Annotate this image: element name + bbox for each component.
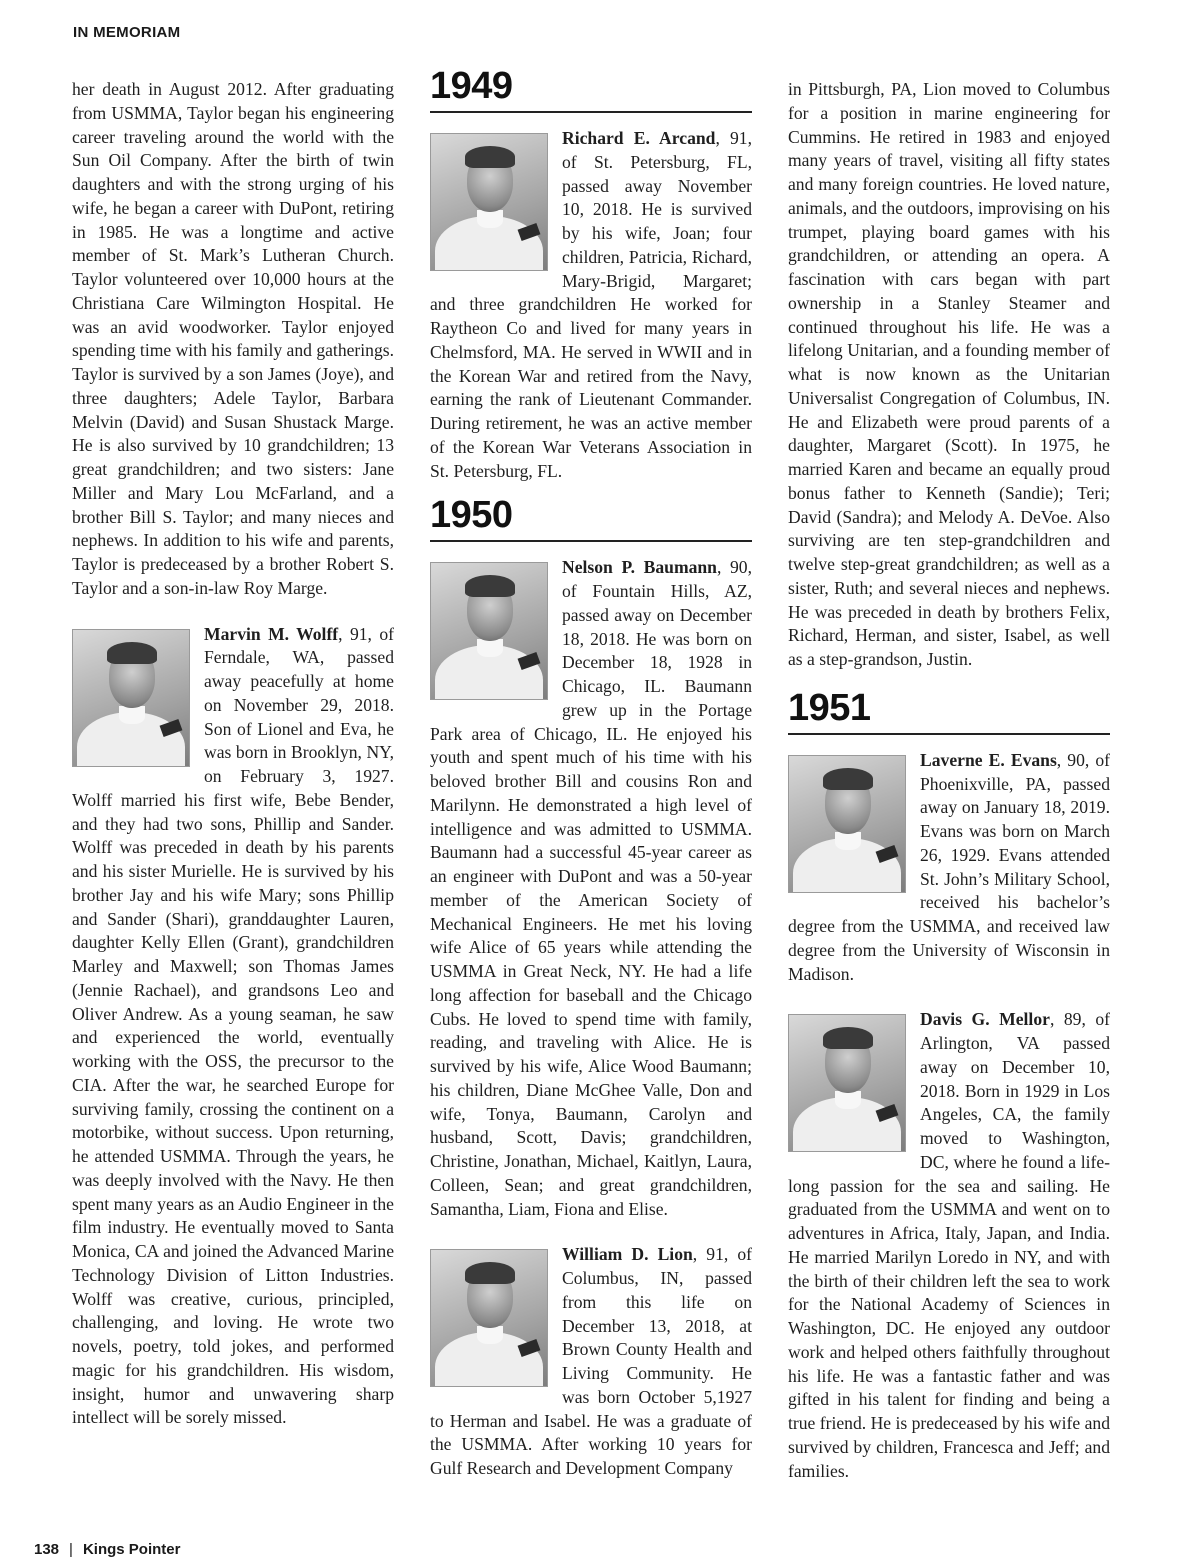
column-1: [72, 78, 394, 1430]
obituary-mellor: [788, 1008, 1110, 1483]
obituary-name: Laverne E. Evans: [920, 749, 1057, 770]
obituary-text: , 91, of Columbus, IN, passed from this life on December 13, 2018, at Brown County Health and Living Community. He was born October 5,1927 to Herman and Isabel. He was a graduate of the USMMA. After working 10 years for Gulf Research and Development Company: [430, 1244, 753, 1478]
footer-separator: |: [69, 1541, 73, 1558]
lion-obituary-continued: in Pittsburgh, PA, Lion moved to Columbus for a position in marine engineering for Cummins. He retired in 1983 and enjoyed many years of travel, visiting all fifty states and many foreign countries. He loved nature, animals, and the outdoors, improvising on his trumpet, playing board games with his grandchildren, or attending an opera. A fascination with cars began with part ownership in a Stanley Steamer and continued throughout his life. He was a lifelong Unitarian, and a founding member of what is now known as the Unitarian Universalist Congregation of Columbus, IN. He and Elizabeth were proud parents of a daughter, Margaret (Scott). In 1975, he married Karen and became an equally proud bonus father to Kenneth (Sandie); Teri; David (Sandra); and Melody A. DeVoe. Also surviving are ten step-grandchildren and twelve step-great grandchildren; as well as a sister, Ruth; and several nieces and nephews. He was preceded in death by brothers Felix, Richard, Herman, and sister, Isabel, as well as a step-grandson, Justin.: [788, 79, 1110, 669]
section-label: IN MEMORIAM: [73, 24, 181, 41]
obituary-text: , 91, of St. Petersburg, FL, passed away November 10, 2018. He is survived by his wife, Joan; four children, Patricia, Richard, Mary-Brigid, Margaret; and three grandchildren He worked for Raytheon Co and lived for many years in Chelmsford, MA. He served in WWII and in the Korean War and retired from the Navy, earning the rank of Lieutenant Commander. During retirement, he was an active member of the Korean War Veterans Association in St. Petersburg, FL.: [430, 128, 752, 481]
obituary-text: , 90, of Fountain Hills, AZ, passed away on December 18, 2018. He was born on December 18, 1928 in Chicago, IL. Baumann grew up in the Portage Park area of Chicago, IL. He enjoyed his youth and spent much of his time with his beloved brother Bill and cousins Ron and Marilynn. He demonstrated a high level of intelligence and was admitted to USMMA. Baumann had a successful 45-year career as an engineer with DuPont and was a 50-year member of the American Society of Mechanical Engineers. He met his loving wife Alice of 65 years while attending the USMMA in Great Neck, NY. He had a life long affection for baseball and the Chicago Cubs. He loved to spend time with family, reading, and traveling with Alice. He is survived by his wife, Alice Wood Baumann; his children, Diane McGhee Valle, Don and wife, Tonya, Baumann, Carolyn and husband, Scott, Davis; grandchildren, Christine, Jonathan, Michael, Kaitlyn, Laura, Colleen, Sean; and great grandchildren, Samantha, Liam, Fiona and Elise.: [430, 557, 752, 1219]
class-year-heading: 1951: [788, 686, 1110, 735]
portrait-photo-baumann: [430, 562, 548, 700]
obituary-wolff: [72, 623, 394, 1431]
obituary-text: , 90, of Phoenixville, PA, passed away on January 18, 2019. Evans was born on March 26, 1929. Evans attended St. John’s Military School, received his bachelor’s degree from the USMMA, and received law degree from the University of Wisconsin in Madison.: [788, 749, 1110, 984]
column-3: [788, 78, 1110, 1483]
portrait-photo-evans: [788, 755, 906, 893]
obituary-baumann: [430, 556, 752, 1221]
publication-name: Kings Pointer: [82, 1541, 181, 1558]
class-year-heading: 1950: [430, 493, 752, 542]
page-footer: [34, 1541, 180, 1558]
portrait-photo-lion: [430, 1249, 548, 1387]
obituary-evans: [788, 749, 1110, 987]
portrait-photo-arcand: [430, 133, 548, 271]
taylor-obituary-continued: her death in August 2012. After graduating from USMMA, Taylor began his engineering career traveling around the world with the Sun Oil Company. After the birth of twin daughters and with the strong urging of his wife, he began a career with DuPont, retiring in 1985. He was a longtime and active member of St. Mark’s Lutheran Church. Taylor volunteered over 10,000 hours at the Christiana Care Wilmington Hospital. He was an avid woodworker. Taylor enjoyed spending time with his family and gatherings. Taylor is survived by a son James (Joye), and three daughters; Adele Taylor, Barbara Melvin (David) and Susan Shustack Marge. He is also survived by 10 grandchildren; 13 great grandchildren; and two sisters: Jane Miller and Mary Lou McFarland, and a brother Bill S. Taylor; and many nieces and nephews. In addition to his wife and parents, Taylor is predeceased by a brother Robert S. Taylor and a son-in-law Roy Marge.: [72, 79, 395, 598]
obituary-lion: [430, 1243, 752, 1481]
obituary-name: Nelson P. Baumann: [562, 557, 717, 578]
obituary-name: Davis G. Mellor: [920, 1009, 1050, 1030]
obituary-name: Richard E. Arcand: [562, 128, 716, 148]
class-year-heading: 1949: [430, 64, 752, 113]
obituary-name: Marvin M. Wolff: [204, 623, 339, 644]
portrait-photo-mellor: [788, 1014, 906, 1152]
portrait-photo-wolff: [72, 629, 190, 767]
page-number: 138: [34, 1541, 60, 1558]
obituary-text: , 89, of Arlington, VA passed away on December 10, 2018. Born in 1929 in Los Angeles, CA, the family moved to Washington, DC, where he found a life-long passion for the sea and sailing. He graduated from the USMMA and went on to adventures in Africa, Italy, Japan, and India. He married Marilyn Loredo in NY, and with the birth of their children left the sea to work for the National Academy of Sciences in Washington, DC. He enjoyed any outdoor work and helped others faithfully throughout his life. He was a fantastic father and was gifted in his talent for finding and being a true friend. He is predeceased by his wife and survived by children, Francesca and Jeff; and families.: [788, 1009, 1110, 1481]
obituary-name: William D. Lion: [562, 1244, 693, 1265]
obituary-arcand: [430, 127, 752, 483]
obituary-text: , 91, of Ferndale, WA, passed away peacefully at home on November 29, 2018. Son of Lionel and Eva, he was born in Brooklyn, NY, on February 3, 1927. Wolff married his first wife, Bebe Bender, and they had two sons, Phillip and Sander. Wolff was preceded in death by his parents and his sister Murielle. He is survived by his brother Jay and his wife Mary; sons Phillip and Sander (Shari), granddaughter Lauren, daughter Kelly Ellen (Grant), grandchildren Marley and Maxwell; son Thomas James (Jennie Rachael), and grandsons Leo and Oliver Andrew. As a young seaman, he saw and experienced the world, eventually working with the OSS, the precursor to the CIA. After the war, he searched Europe for surviving family, crossing the continent on a motorbike, without success. Upon returning, he attended USMMA. Through the years, he was deeply involved with the Navy. He then spent many years as an Audio Engineer in the film industry. He eventually moved to Santa Monica, CA and joined the Advanced Marine Technology Division of Litton Industries. Wolff was creative, curious, principled, challenging, and loving. He wrote two novels, poetry, told jokes, and performed magic for his grandchildren. His wisdom, insight, humor and unwavering sharp intellect will be sorely missed.: [72, 623, 394, 1428]
column-2: [430, 64, 752, 1481]
